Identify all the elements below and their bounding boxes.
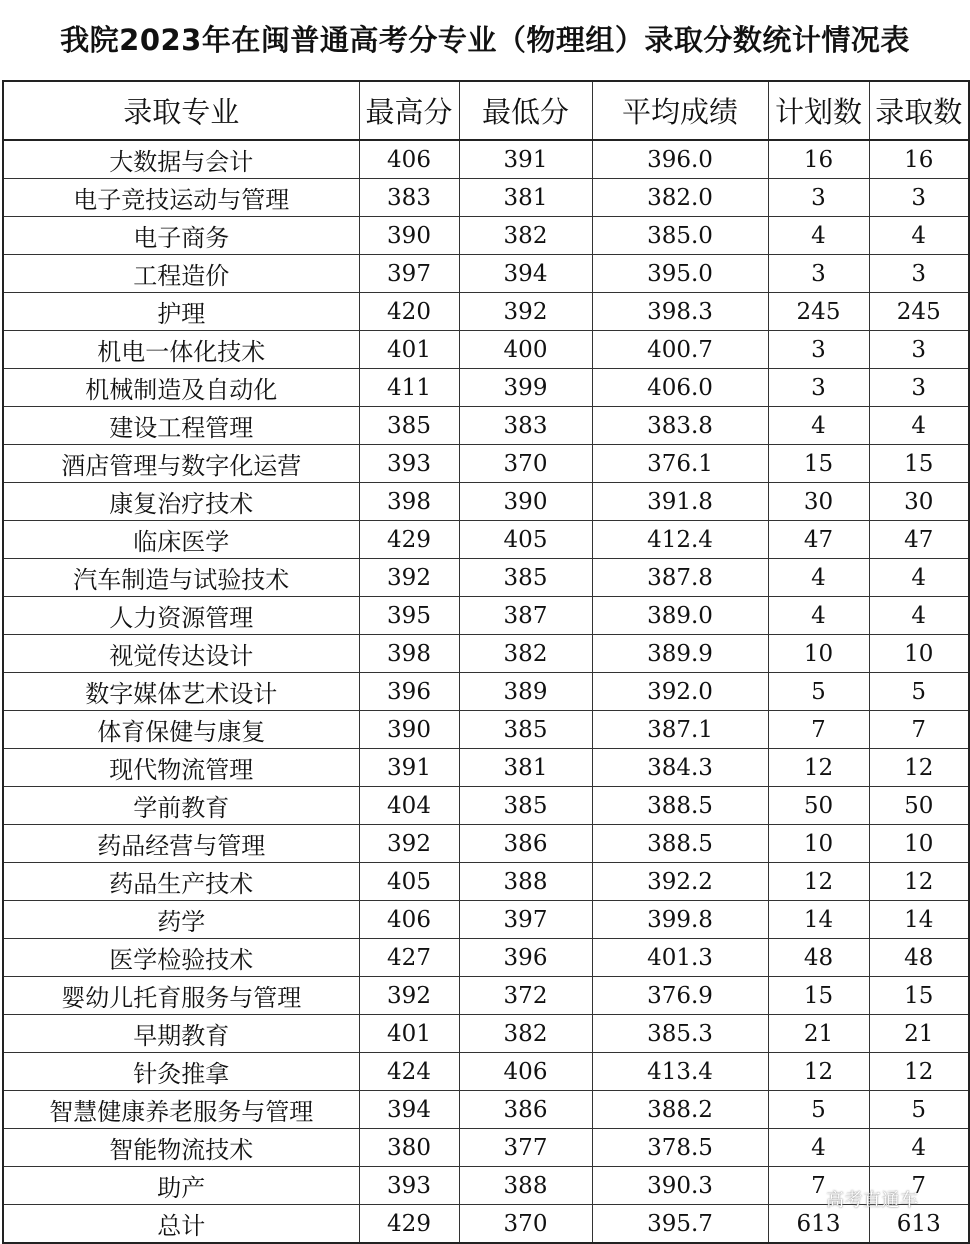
cell-admitted-count: 16 — [869, 140, 969, 179]
cell-min-score: 406 — [459, 1053, 592, 1091]
cell-average-score: 395.7 — [592, 1205, 768, 1244]
cell-max-score: 398 — [359, 483, 459, 521]
cell-plan-count: 4 — [768, 597, 869, 635]
cell-average-score: 385.3 — [592, 1015, 768, 1053]
cell-max-score: 406 — [359, 140, 459, 179]
cell-average-score: 413.4 — [592, 1053, 768, 1091]
cell-admitted-count: 4 — [869, 597, 969, 635]
table-row — [3, 293, 969, 331]
cell-admitted-count: 14 — [869, 901, 969, 939]
header-max-score: 最高分 — [359, 81, 459, 140]
cell-average-score: 388.5 — [592, 825, 768, 863]
cell-max-score: 420 — [359, 293, 459, 331]
cell-admitted-count: 15 — [869, 445, 969, 483]
table-row — [3, 521, 969, 559]
cell-min-score: 405 — [459, 521, 592, 559]
cell-plan-count: 15 — [768, 445, 869, 483]
cell-min-score: 396 — [459, 939, 592, 977]
cell-max-score: 393 — [359, 445, 459, 483]
cell-major: 工程造价 — [3, 255, 359, 293]
cell-plan-count: 50 — [768, 787, 869, 825]
cell-min-score: 385 — [459, 711, 592, 749]
cell-major: 视觉传达设计 — [3, 635, 359, 673]
cell-min-score: 385 — [459, 787, 592, 825]
cell-max-score: 398 — [359, 635, 459, 673]
cell-admitted-count: 7 — [869, 1167, 969, 1205]
cell-average-score: 385.0 — [592, 217, 768, 255]
cell-min-score: 370 — [459, 445, 592, 483]
cell-min-score: 388 — [459, 863, 592, 901]
cell-min-score: 385 — [459, 559, 592, 597]
cell-major: 婴幼儿托育服务与管理 — [3, 977, 359, 1015]
cell-admitted-count: 12 — [869, 1053, 969, 1091]
cell-admitted-count: 15 — [869, 977, 969, 1015]
cell-min-score: 391 — [459, 140, 592, 179]
cell-max-score: 429 — [359, 1205, 459, 1244]
cell-admitted-count: 48 — [869, 939, 969, 977]
cell-min-score: 386 — [459, 1091, 592, 1129]
cell-admitted-count: 50 — [869, 787, 969, 825]
cell-admitted-count: 3 — [869, 369, 969, 407]
cell-max-score: 404 — [359, 787, 459, 825]
cell-admitted-count: 21 — [869, 1015, 969, 1053]
table-body — [3, 140, 969, 1243]
cell-max-score: 424 — [359, 1053, 459, 1091]
cell-major: 酒店管理与数字化运营 — [3, 445, 359, 483]
cell-average-score: 387.8 — [592, 559, 768, 597]
table-row — [3, 331, 969, 369]
cell-average-score: 388.5 — [592, 787, 768, 825]
cell-max-score: 401 — [359, 1015, 459, 1053]
cell-average-score: 376.1 — [592, 445, 768, 483]
cell-plan-count: 613 — [768, 1205, 869, 1244]
cell-plan-count: 12 — [768, 749, 869, 787]
cell-plan-count: 48 — [768, 939, 869, 977]
cell-max-score: 392 — [359, 825, 459, 863]
cell-admitted-count: 12 — [869, 863, 969, 901]
cell-admitted-count: 3 — [869, 331, 969, 369]
cell-admitted-count: 30 — [869, 483, 969, 521]
cell-plan-count: 15 — [768, 977, 869, 1015]
cell-max-score: 390 — [359, 217, 459, 255]
cell-max-score: 395 — [359, 597, 459, 635]
cell-major: 药学 — [3, 901, 359, 939]
cell-min-score: 383 — [459, 407, 592, 445]
table-row — [3, 217, 969, 255]
cell-max-score: 394 — [359, 1091, 459, 1129]
table-row — [3, 863, 969, 901]
cell-average-score: 406.0 — [592, 369, 768, 407]
table-row — [3, 939, 969, 977]
cell-major: 针灸推拿 — [3, 1053, 359, 1091]
header-plan-count: 计划数 — [768, 81, 869, 140]
cell-min-score: 399 — [459, 369, 592, 407]
cell-average-score: 391.8 — [592, 483, 768, 521]
table-row — [3, 179, 969, 217]
cell-major: 机械制造及自动化 — [3, 369, 359, 407]
cell-plan-count: 21 — [768, 1015, 869, 1053]
cell-average-score: 384.3 — [592, 749, 768, 787]
cell-admitted-count: 4 — [869, 1129, 969, 1167]
cell-plan-count: 47 — [768, 521, 869, 559]
cell-major: 电子商务 — [3, 217, 359, 255]
table-row — [3, 369, 969, 407]
cell-admitted-count: 3 — [869, 255, 969, 293]
page-title: 我院2023年在闽普通高考分专业（物理组）录取分数统计情况表 — [60, 23, 910, 57]
table-row — [3, 445, 969, 483]
cell-admitted-count: 47 — [869, 521, 969, 559]
cell-plan-count: 12 — [768, 1053, 869, 1091]
cell-admitted-count: 3 — [869, 179, 969, 217]
table-row — [3, 977, 969, 1015]
cell-major: 学前教育 — [3, 787, 359, 825]
cell-plan-count: 12 — [768, 863, 869, 901]
cell-plan-count: 3 — [768, 255, 869, 293]
table-row — [3, 407, 969, 445]
cell-min-score: 394 — [459, 255, 592, 293]
cell-max-score: 383 — [359, 179, 459, 217]
cell-average-score: 399.8 — [592, 901, 768, 939]
table-row — [3, 1167, 969, 1205]
header-admitted-count: 录取数 — [869, 81, 969, 140]
cell-major: 数字媒体艺术设计 — [3, 673, 359, 711]
cell-plan-count: 4 — [768, 217, 869, 255]
cell-min-score: 377 — [459, 1129, 592, 1167]
cell-plan-count: 4 — [768, 1129, 869, 1167]
table-row — [3, 787, 969, 825]
cell-admitted-count: 4 — [869, 217, 969, 255]
cell-min-score: 397 — [459, 901, 592, 939]
cell-max-score: 397 — [359, 255, 459, 293]
cell-average-score: 376.9 — [592, 977, 768, 1015]
cell-admitted-count: 245 — [869, 293, 969, 331]
table-row — [3, 825, 969, 863]
cell-major: 康复治疗技术 — [3, 483, 359, 521]
cell-min-score: 389 — [459, 673, 592, 711]
cell-plan-count: 14 — [768, 901, 869, 939]
cell-average-score: 392.0 — [592, 673, 768, 711]
cell-plan-count: 5 — [768, 1091, 869, 1129]
table-row — [3, 749, 969, 787]
cell-major: 智慧健康养老服务与管理 — [3, 1091, 359, 1129]
cell-min-score: 382 — [459, 217, 592, 255]
table-row — [3, 1053, 969, 1091]
table-row — [3, 597, 969, 635]
cell-major: 总计 — [3, 1205, 359, 1244]
table-row — [3, 901, 969, 939]
cell-average-score: 383.8 — [592, 407, 768, 445]
cell-max-score: 393 — [359, 1167, 459, 1205]
cell-plan-count: 3 — [768, 369, 869, 407]
table-row — [3, 635, 969, 673]
header-average-score: 平均成绩 — [592, 81, 768, 140]
cell-average-score: 390.3 — [592, 1167, 768, 1205]
cell-max-score: 390 — [359, 711, 459, 749]
cell-min-score: 382 — [459, 635, 592, 673]
cell-min-score: 392 — [459, 293, 592, 331]
cell-major: 现代物流管理 — [3, 749, 359, 787]
cell-major: 人力资源管理 — [3, 597, 359, 635]
cell-average-score: 401.3 — [592, 939, 768, 977]
cell-admitted-count: 613 — [869, 1205, 969, 1244]
cell-average-score: 389.9 — [592, 635, 768, 673]
cell-admitted-count: 10 — [869, 825, 969, 863]
cell-max-score: 429 — [359, 521, 459, 559]
cell-max-score: 405 — [359, 863, 459, 901]
cell-max-score: 411 — [359, 369, 459, 407]
cell-min-score: 387 — [459, 597, 592, 635]
cell-plan-count: 4 — [768, 407, 869, 445]
table-row — [3, 255, 969, 293]
cell-major: 体育保健与康复 — [3, 711, 359, 749]
table-total-row — [3, 1205, 969, 1244]
cell-max-score: 396 — [359, 673, 459, 711]
cell-min-score: 386 — [459, 825, 592, 863]
cell-plan-count: 245 — [768, 293, 869, 331]
cell-plan-count: 3 — [768, 179, 869, 217]
cell-plan-count: 10 — [768, 825, 869, 863]
cell-max-score: 392 — [359, 559, 459, 597]
table-row — [3, 140, 969, 179]
cell-min-score: 388 — [459, 1167, 592, 1205]
cell-admitted-count: 5 — [869, 673, 969, 711]
cell-major: 医学检验技术 — [3, 939, 359, 977]
table-row — [3, 1091, 969, 1129]
cell-major: 药品生产技术 — [3, 863, 359, 901]
cell-major: 汽车制造与试验技术 — [3, 559, 359, 597]
table-row — [3, 711, 969, 749]
cell-major: 大数据与会计 — [3, 140, 359, 179]
cell-min-score: 370 — [459, 1205, 592, 1244]
cell-min-score: 381 — [459, 749, 592, 787]
cell-max-score: 406 — [359, 901, 459, 939]
cell-average-score: 395.0 — [592, 255, 768, 293]
cell-max-score: 392 — [359, 977, 459, 1015]
cell-min-score: 381 — [459, 179, 592, 217]
cell-max-score: 401 — [359, 331, 459, 369]
cell-average-score: 400.7 — [592, 331, 768, 369]
cell-average-score: 412.4 — [592, 521, 768, 559]
cell-min-score: 390 — [459, 483, 592, 521]
header-min-score: 最低分 — [459, 81, 592, 140]
cell-plan-count: 3 — [768, 331, 869, 369]
cell-major: 电子竞技运动与管理 — [3, 179, 359, 217]
cell-average-score: 392.2 — [592, 863, 768, 901]
cell-average-score: 382.0 — [592, 179, 768, 217]
table-row — [3, 559, 969, 597]
cell-major: 早期教育 — [3, 1015, 359, 1053]
admission-scores-table — [2, 80, 970, 1244]
cell-admitted-count: 12 — [869, 749, 969, 787]
header-major: 录取专业 — [3, 81, 359, 140]
cell-major: 建设工程管理 — [3, 407, 359, 445]
table-row — [3, 673, 969, 711]
cell-max-score: 385 — [359, 407, 459, 445]
cell-plan-count: 10 — [768, 635, 869, 673]
cell-average-score: 387.1 — [592, 711, 768, 749]
cell-admitted-count: 4 — [869, 407, 969, 445]
cell-min-score: 382 — [459, 1015, 592, 1053]
cell-min-score: 372 — [459, 977, 592, 1015]
cell-average-score: 389.0 — [592, 597, 768, 635]
cell-max-score: 380 — [359, 1129, 459, 1167]
table-header-row — [3, 81, 969, 140]
cell-major: 机电一体化技术 — [3, 331, 359, 369]
cell-plan-count: 30 — [768, 483, 869, 521]
cell-average-score: 378.5 — [592, 1129, 768, 1167]
table-row — [3, 1015, 969, 1053]
cell-min-score: 400 — [459, 331, 592, 369]
cell-major: 智能物流技术 — [3, 1129, 359, 1167]
cell-major: 护理 — [3, 293, 359, 331]
cell-average-score: 388.2 — [592, 1091, 768, 1129]
cell-plan-count: 16 — [768, 140, 869, 179]
cell-admitted-count: 5 — [869, 1091, 969, 1129]
cell-max-score: 427 — [359, 939, 459, 977]
watermark-text: 高考直通车 — [826, 1190, 919, 1211]
cell-max-score: 391 — [359, 749, 459, 787]
cell-plan-count: 5 — [768, 673, 869, 711]
cell-admitted-count: 10 — [869, 635, 969, 673]
cell-major: 药品经营与管理 — [3, 825, 359, 863]
cell-major: 临床医学 — [3, 521, 359, 559]
cell-admitted-count: 4 — [869, 559, 969, 597]
table-row — [3, 1129, 969, 1167]
cell-average-score: 398.3 — [592, 293, 768, 331]
table-row — [3, 483, 969, 521]
cell-plan-count: 7 — [768, 1167, 869, 1205]
cell-major: 助产 — [3, 1167, 359, 1205]
cell-plan-count: 4 — [768, 559, 869, 597]
cell-average-score: 396.0 — [592, 140, 768, 179]
cell-plan-count: 7 — [768, 711, 869, 749]
cell-admitted-count: 7 — [869, 711, 969, 749]
